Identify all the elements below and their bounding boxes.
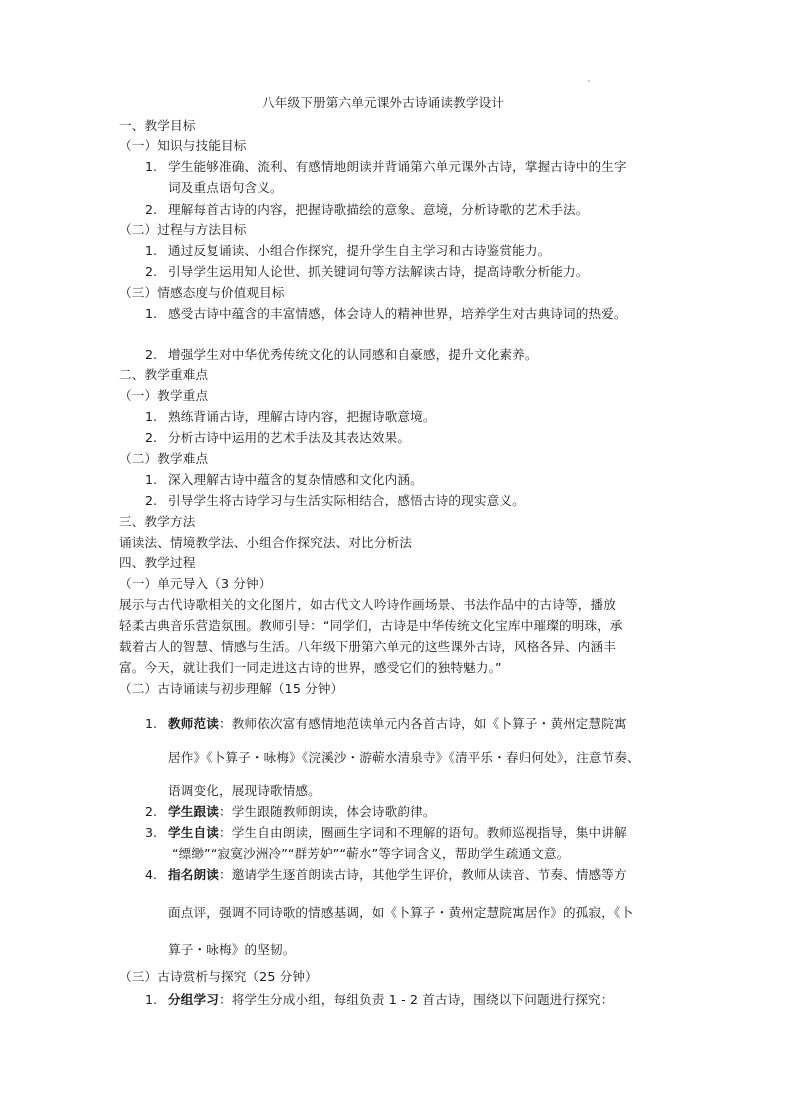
- paragraph-line: 富。今天，就让我们一同走进这古诗的世界，感受它们的独特魅力。”: [119, 660, 502, 675]
- list-item-bold-label: 学生自读: [168, 825, 219, 840]
- list-number: 1.: [145, 306, 158, 321]
- subsection-heading: （一）教学重点: [119, 388, 209, 403]
- list-number: 2.: [145, 493, 158, 508]
- list-item-body: ：学生自由朗读，圈画生字词和不理解的语句。教师巡视指导，集中讲解: [218, 825, 627, 840]
- list-item-body: ：邀请学生逐首朗读古诗，其他学生评价，教师从读音、节奏、情感等方: [218, 867, 627, 882]
- list-item-text: 学生能够准确、流利、有感情地朗读并背诵第六单元课外古诗，掌握古诗中的生字: [168, 159, 627, 174]
- list-item-text: 引导学生将古诗学习与生活实际相结合，感悟古诗的现实意义。: [168, 493, 525, 508]
- list-number: 2.: [145, 347, 158, 362]
- list-item-body: ：将学生分成小组，每组负责 1 - 2 首古诗，围绕以下问题进行探究：: [218, 992, 614, 1007]
- list-item-text: “缥缈”“寂寞沙洲冷”“群芳妒”“蕲水”等字词含义，帮助学生疏通文意。: [172, 846, 570, 861]
- section-heading: 四、教学过程: [119, 555, 196, 570]
- subsection-heading: （三）古诗赏析与探究（25 分钟）: [119, 969, 318, 984]
- list-item-text: 语调变化，展现诗歌情感。: [168, 783, 321, 798]
- list-number: 4.: [145, 867, 158, 882]
- list-number: 3.: [145, 825, 158, 840]
- subsection-heading: （二）过程与方法目标: [119, 222, 247, 237]
- list-number: 2.: [145, 430, 158, 445]
- list-item-text: 通过反复诵读、小组合作探究，提升学生自主学习和古诗鉴赏能力。: [168, 243, 551, 258]
- document-title: 八年级下册第六单元课外古诗诵读教学设计: [262, 95, 505, 110]
- subsection-heading: （一）知识与技能目标: [119, 138, 247, 153]
- list-item-text: 深入理解古诗中蕴含的复杂情感和文化内涵。: [168, 472, 423, 487]
- list-item-text: 熟练背诵古诗，理解古诗内容，把握诗歌意境。: [168, 409, 436, 424]
- paragraph-line: 载着古人的智慧、情感与生活。八年级下册第六单元的这些课外古诗，风格各异、内涵丰: [119, 639, 617, 654]
- body-text: 诵读法、情境教学法、小组合作探究法、对比分析法: [119, 535, 413, 550]
- subsection-heading: （二）古诗诵读与初步理解（15 分钟）: [119, 681, 344, 696]
- list-item-text: [168, 803, 436, 821]
- list-item-body: ：学生跟随教师朗读，体会诗歌韵律。: [218, 804, 436, 819]
- list-item-text: 居作》《卜算子・咏梅》《浣溪沙・游蕲水清泉寺》《清平乐・春归何处》，注意节奏、: [168, 750, 640, 765]
- list-number: 1.: [145, 472, 158, 487]
- list-item-text: [168, 991, 613, 1009]
- list-item-text: 增强学生对中华优秀传统文化的认同感和自豪感，提升文化素养。: [168, 347, 538, 362]
- subsection-heading: （三）情感态度与价值观目标: [119, 285, 285, 300]
- list-number: 1.: [145, 409, 158, 424]
- list-item-text: [168, 715, 627, 733]
- paragraph-line: 轻柔古典音乐营造氛围。教师引导：“同学们，古诗是中华传统文化宝库中璀璨的明珠，承: [119, 618, 623, 633]
- list-item-text: 感受古诗中蕴含的丰富情感，体会诗人的精神世界，培养学生对古典诗词的热爱。: [168, 306, 627, 321]
- list-item-text: [168, 824, 627, 842]
- list-item-body: ：教师依次富有感情地范读单元内各首古诗，如《卜算子・黄州定慧院寓: [218, 716, 627, 731]
- list-item-bold-label: 分组学习: [168, 992, 219, 1007]
- list-item-text: 分析古诗中运用的艺术手法及其表达效果。: [168, 430, 411, 445]
- list-item-text: 引导学生运用知人论世、抓关键词句等方法解读古诗，提高诗歌分析能力。: [168, 264, 589, 279]
- paragraph-line: 展示与古代诗歌相关的文化图片，如古代文人吟诗作画场景、书法作品中的古诗等，播放: [119, 597, 617, 612]
- list-number: 1.: [145, 992, 158, 1007]
- list-item-text: 面点评，强调不同诗歌的情感基调，如《卜算子・黄州定慧院寓居作》的孤寂，《卜: [168, 905, 634, 920]
- subsection-heading: （一）单元导入（3 分钟）: [119, 576, 272, 591]
- list-number: 2.: [145, 264, 158, 279]
- section-heading: 三、教学方法: [119, 514, 196, 529]
- list-number: 2.: [145, 202, 158, 217]
- list-number: 1.: [145, 716, 158, 731]
- list-item-bold-label: 指名朗读: [168, 867, 219, 882]
- section-heading: 一、教学目标: [119, 118, 196, 133]
- list-item-text: 理解每首古诗的内容，把握诗歌描绘的意象、意境，分析诗歌的艺术手法。: [168, 202, 589, 217]
- list-item-bold-label: 学生跟读: [168, 804, 219, 819]
- list-item-text: 算子・咏梅》的坚韧。: [168, 942, 296, 957]
- list-number: 2.: [145, 804, 158, 819]
- scan-dot: [588, 80, 590, 82]
- section-heading: 二、教学重难点: [119, 367, 209, 382]
- list-item-text: [168, 866, 627, 884]
- list-number: 1.: [145, 243, 158, 258]
- list-item-text: 词及重点语句含义。: [168, 180, 283, 195]
- subsection-heading: （二）教学难点: [119, 451, 209, 466]
- list-number: 1.: [145, 159, 158, 174]
- list-item-bold-label: 教师范读: [168, 716, 219, 731]
